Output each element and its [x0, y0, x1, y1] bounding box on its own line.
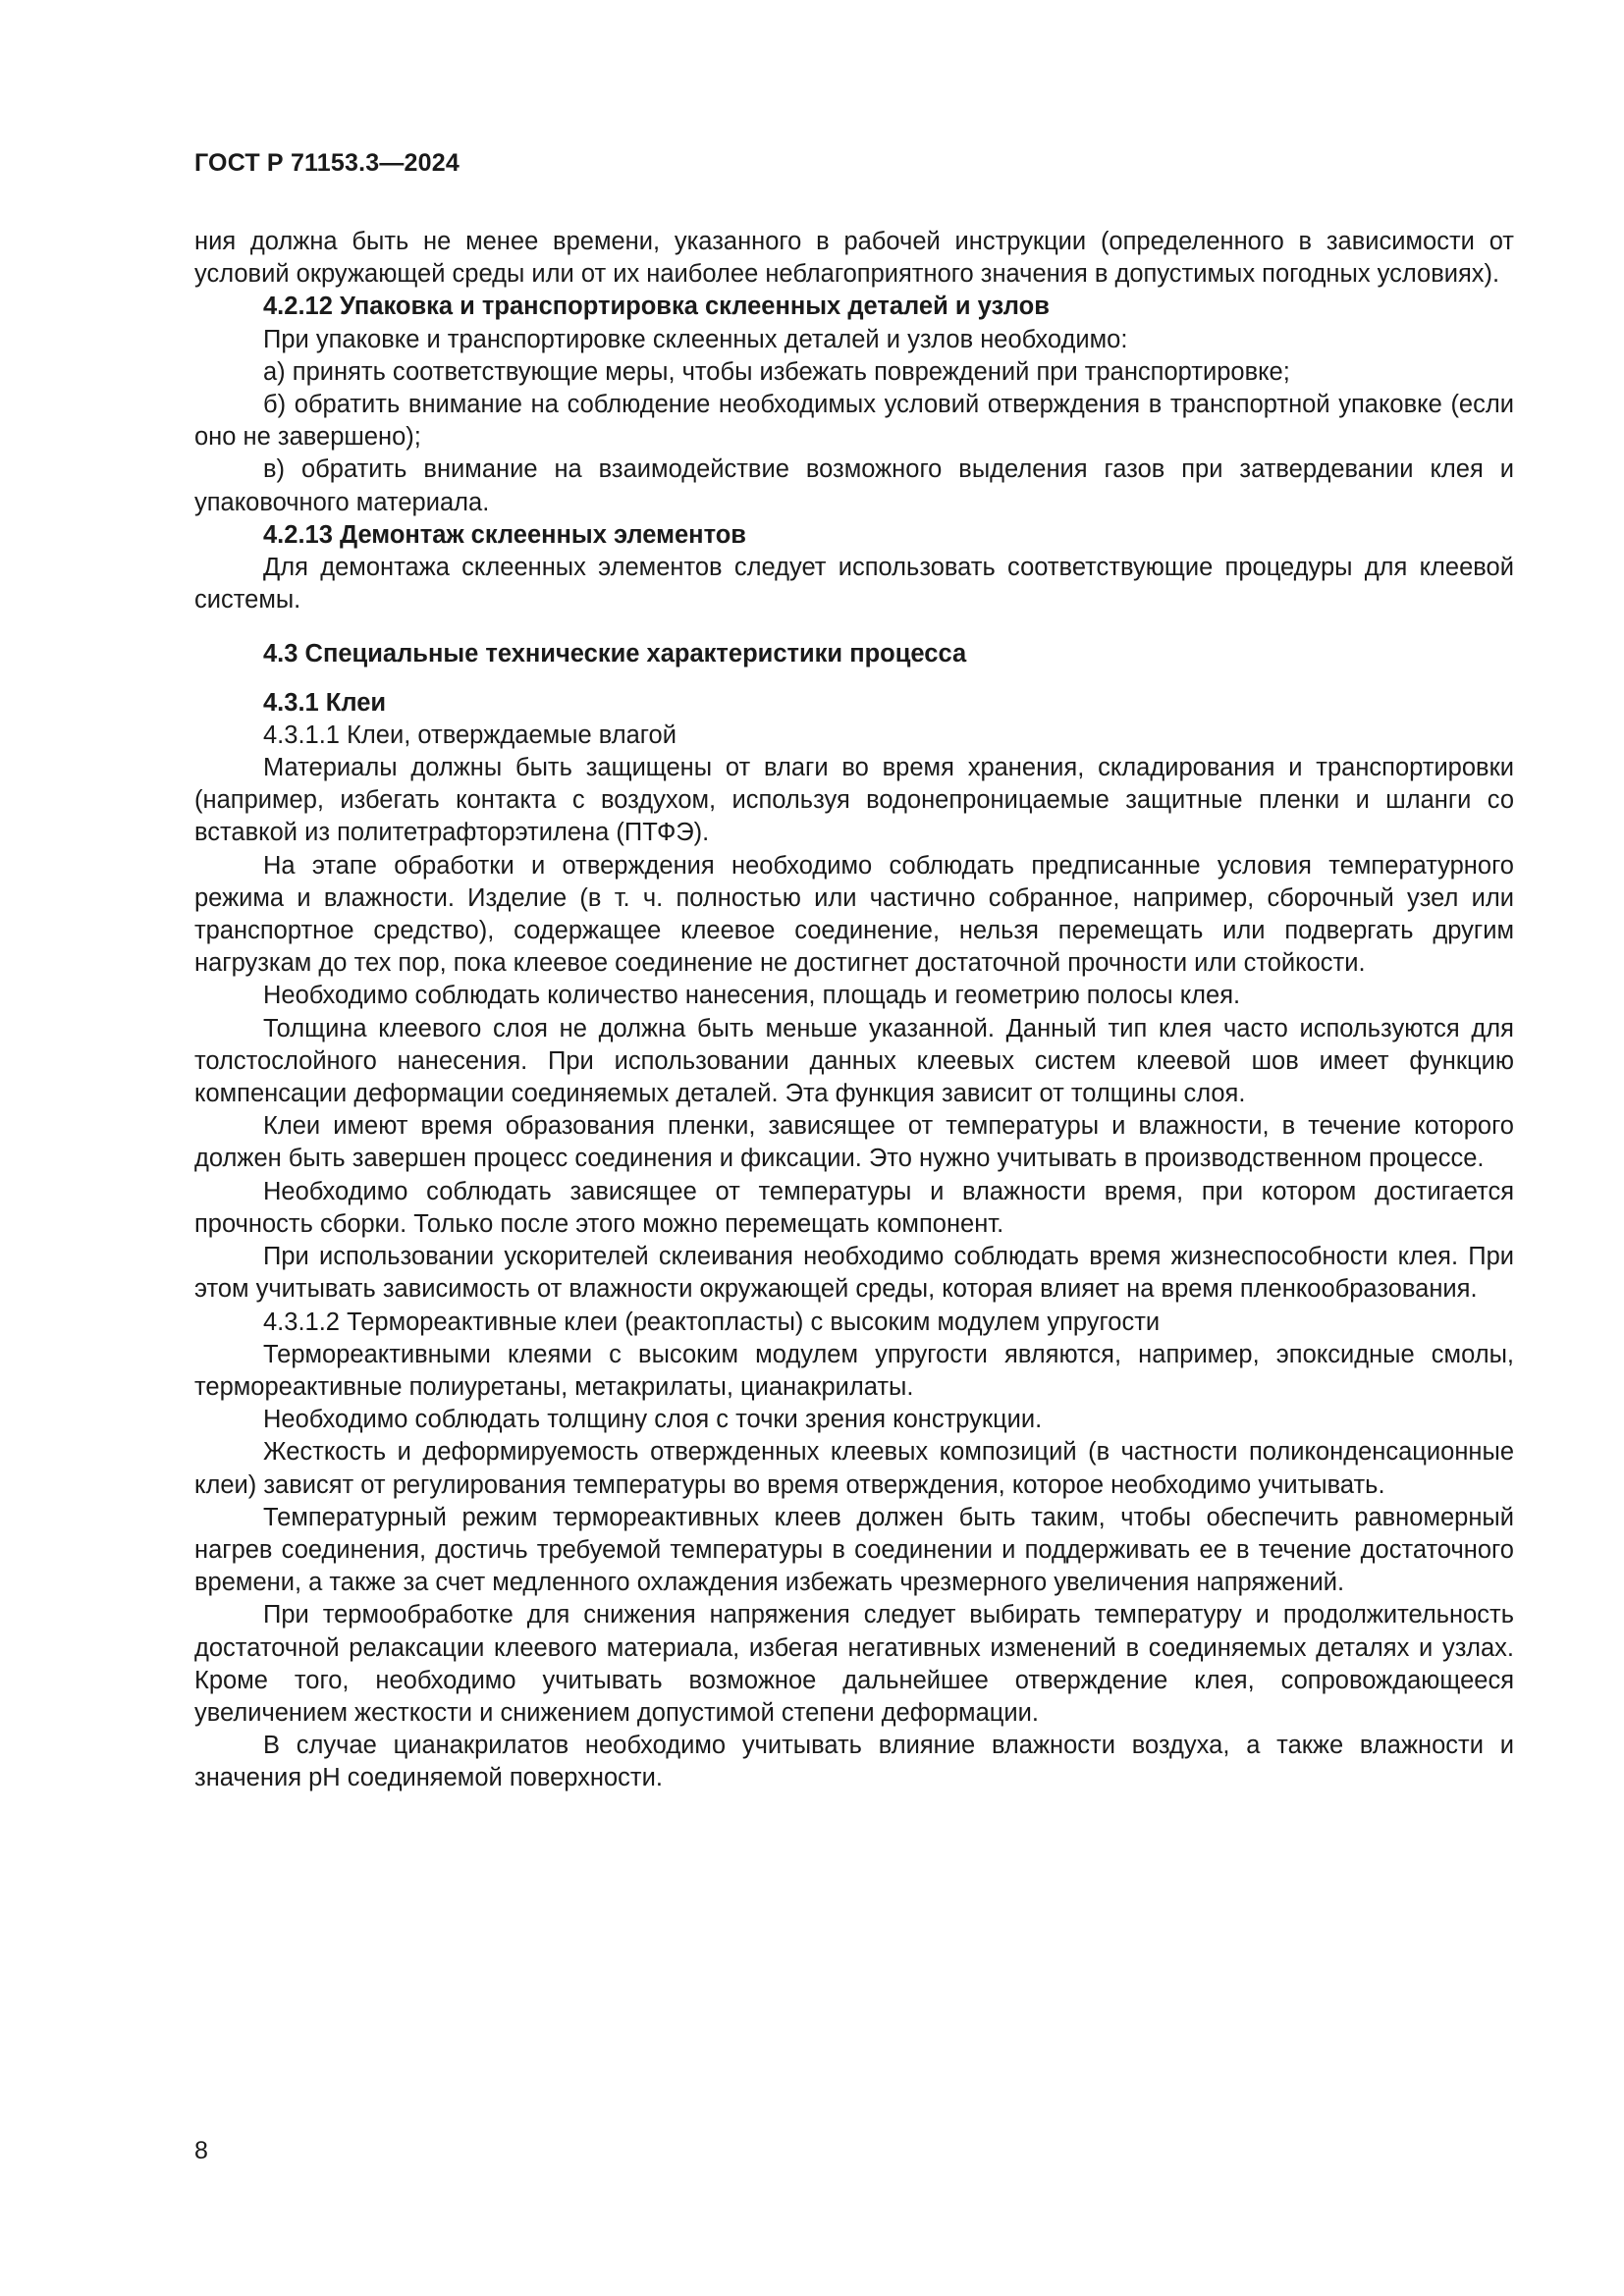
heading-4-2-12: 4.2.12 Упаковка и транспортировка склеенных деталей и узлов: [263, 293, 1050, 321]
paragraph-4-3-1-1-2: На этапе обработки и отверждения необходимо соблюдать предписанные условия температурного режима и влажности. Изделие (в т. ч. полностью или частично собранное, например, сборочный узел или транспортное средство), содержащее клеевое соединение, нельзя перемещать или подвергать другим нагрузкам до тех пор, пока клеевое соединение не достигнет достаточной прочности или стойкости.: [194, 851, 1514, 978]
list-item-v: в) обратить внимание на взаимодействие возможного выделения газов при затвердевании клея и упаковочного материала.: [194, 455, 1514, 516]
document-id-header: ГОСТ Р 71153.3—2024: [194, 149, 460, 177]
paragraph-4-3-1-1-1: Материалы должны быть защищены от влаги во время хранения, складирования и транспортировки (например, избегать контакта с воздухом, используя водонепроницаемые защитные пленки и шланги со вставкой из политетрафторэтилена (ПТФЭ).: [194, 754, 1514, 847]
list-item-b: б) обратить внимание на соблюдение необходимых условий отверждения в транспортной упаковке (если оно не завершено);: [194, 391, 1514, 452]
page-number: 8: [194, 2137, 208, 2164]
heading-4-3: 4.3 Специальные технические характеристики процесса: [263, 640, 967, 668]
heading-4-2-13: 4.2.13 Демонтаж склеенных элементов: [263, 520, 746, 549]
paragraph-4-3-1-1-4: Толщина клеевого слоя не должна быть меньше указанной. Данный тип клея часто используются для толстослойного нанесения. При использовании данных клеевых систем клеевой шов имеет функцию компенсации деформации соединяемых деталей. Эта функция зависит от толщины слоя.: [194, 1014, 1514, 1108]
paragraph-4-3-1-2-6: В случае цианакрилатов необходимо учитывать влияние влажности воздуха, а также влажности и значения pH соединяемой поверхности.: [194, 1732, 1514, 1792]
paragraph-4-3-1-2-1: Термореактивными клеями с высоким модулем упругости являются, например, эпоксидные смолы, термореактивные полиуретаны, метакрилаты, цианакрилаты.: [194, 1340, 1514, 1401]
paragraph-4-3-1-1-5: Клеи имеют время образования пленки, зависящее от температуры и влажности, в течение которого должен быть завершен процесс соединения и фиксации. Это нужно учитывать в производственном процессе.: [194, 1112, 1514, 1173]
heading-4-3-1: 4.3.1 Клеи: [263, 688, 387, 717]
subheading-4-3-1-2: 4.3.1.2 Термореактивные клеи (реактопласты) с высоким модулем упругости: [263, 1308, 1161, 1336]
paragraph-4-3-1-1-6: Необходимо соблюдать зависящее от температуры и влажности время, при котором достигается прочность сборки. Только после этого можно перемещать компонент.: [194, 1177, 1514, 1238]
paragraph-4-3-1-2-4: Температурный режим термореактивных клеев должен быть таким, чтобы обеспечить равномерный нагрев соединения, достичь требуемой температуры в соединении и поддерживать ее в течение достаточного времени, а также за счет медленного охлаждения избежать чрезмерного увеличения напряжений.: [194, 1503, 1514, 1597]
paragraph-continued: ния должна быть не менее времени, указанного в рабочей инструкции (определенного в зависимости от условий окружающей среды или от их наиболее неблагоприятного значения в допустимых погодных условиях).: [194, 228, 1514, 289]
paragraph-4-3-1-2-5: При термообработке для снижения напряжения следует выбирать температуру и продолжительность достаточной релаксации клеевого материала, избегая негативных изменений в соединяемых деталях и узлах. Кроме того, необходимо учитывать возможное дальнейшее отверждение клея, сопровождающееся увеличением жесткости и снижением допустимой степени деформации.: [194, 1601, 1514, 1727]
paragraph-4-3-1-1-3: Необходимо соблюдать количество нанесения, площадь и геометрию полосы клея.: [263, 982, 1241, 1010]
paragraph-4-3-1-2-3: Жесткость и деформируемость отвержденных клеевых композиций (в частности поликонденсационные клеи) зависят от регулирования температуры во время отверждения, которое необходимо учитывать.: [194, 1438, 1514, 1499]
paragraph-4-2-12-intro: При упаковке и транспортировке склеенных деталей и узлов необходимо:: [263, 325, 1128, 353]
list-item-a: а) принять соответствующие меры, чтобы избежать повреждений при транспортировке;: [263, 357, 1290, 386]
paragraph-4-3-1-1-7: При использовании ускорителей склеивания необходимо соблюдать время жизнеспособности клея. При этом учитывать зависимость от влажности окружающей среды, которая влияет на время пленкообразования.: [194, 1243, 1514, 1304]
subheading-4-3-1-1: 4.3.1.1 Клеи, отверждаемые влагой: [263, 721, 677, 749]
paragraph-4-2-13: Для демонтажа склеенных элементов следует использовать соответствующие процедуры для клеевой системы.: [194, 554, 1514, 614]
document-body: [194, 226, 1514, 1795]
paragraph-4-3-1-2-2: Необходимо соблюдать толщину слоя с точки зрения конструкции.: [263, 1406, 1043, 1434]
